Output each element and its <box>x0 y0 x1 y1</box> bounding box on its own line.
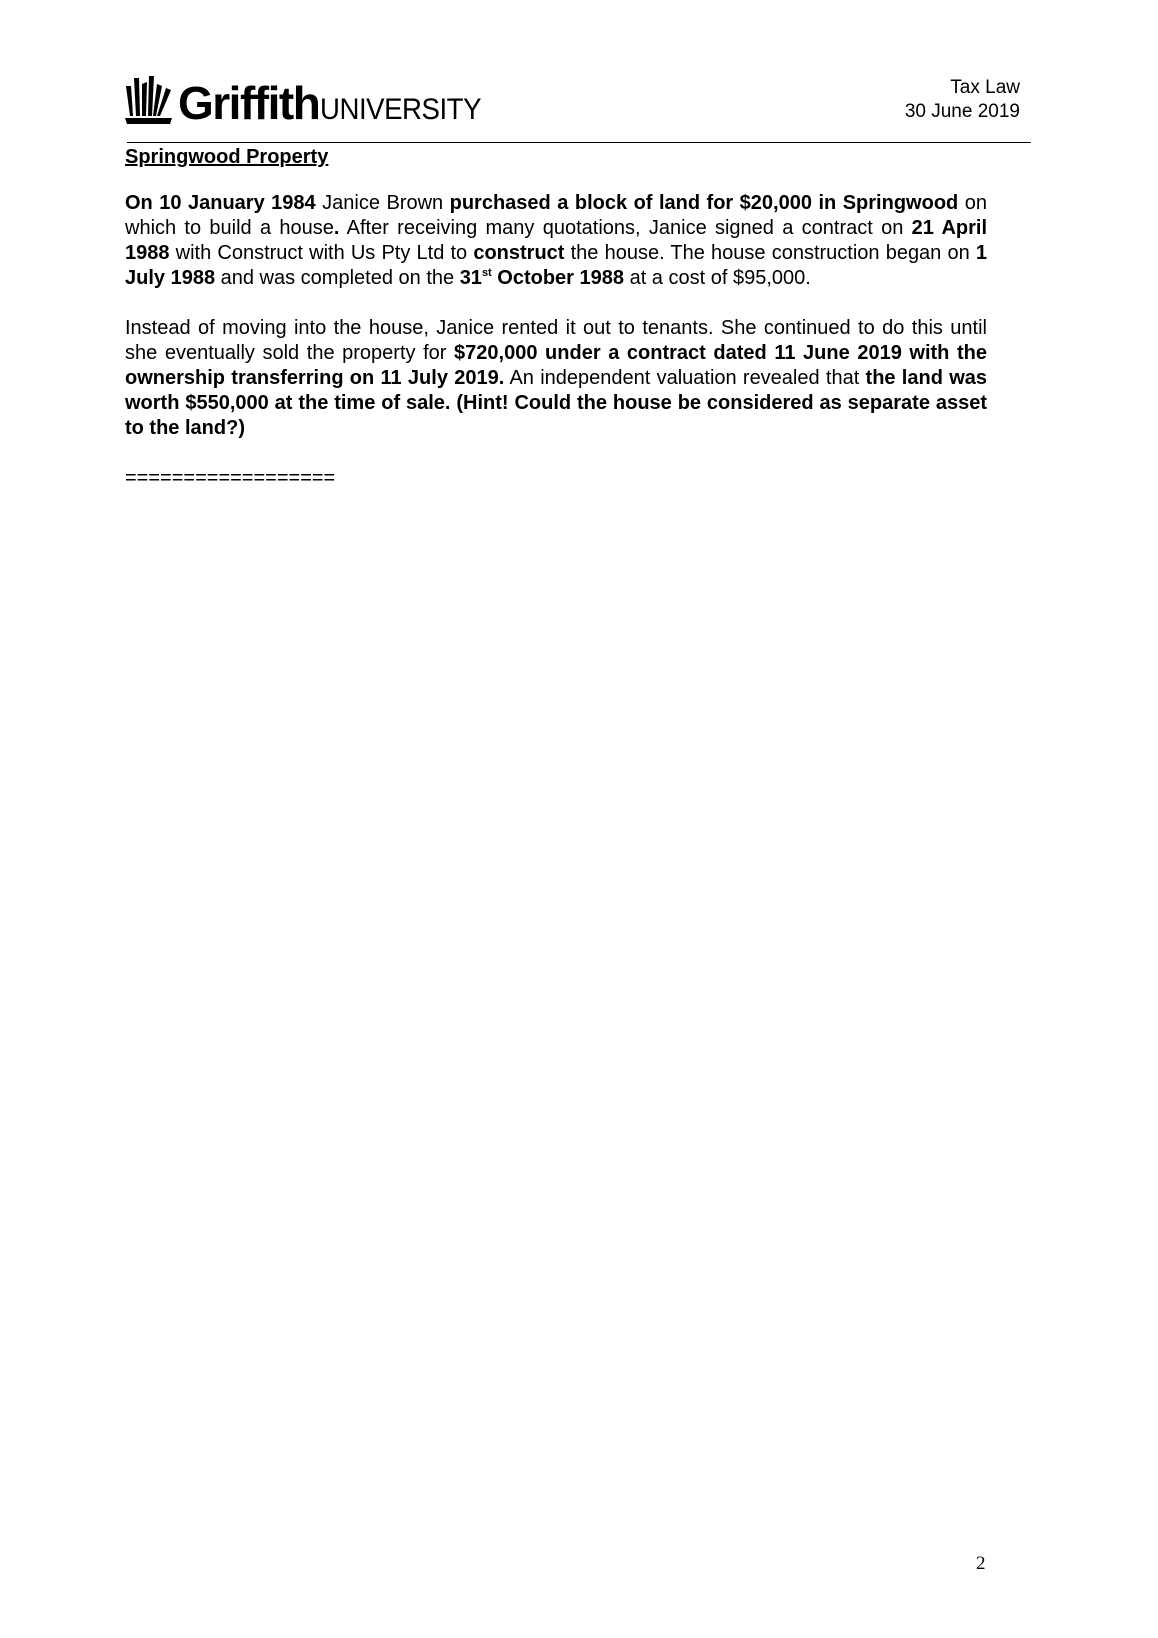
text-bold: 31 <box>459 267 482 289</box>
header-rule <box>127 142 1031 143</box>
logo-name: Griffith <box>178 77 320 129</box>
text-run: After receiving many quotations, Janice signed a contract on <box>339 217 912 239</box>
text-run: the house. The house construction began on <box>564 242 976 264</box>
text-bold: purchased a block of land for $20,000 in Springwood <box>449 192 959 214</box>
page-number: 2 <box>976 1553 986 1574</box>
text-run: Instead of moving into the house, Janice rented it out to tenants. She continued to do this until she eventually sold the property for <box>125 317 987 364</box>
text-bold: construct <box>473 242 565 264</box>
text-bold: 1 July 1988 <box>125 242 987 289</box>
text-bold: 21 April 1988 <box>125 217 987 264</box>
text-run: and was completed on the <box>215 267 460 289</box>
griffith-logo-emblem-icon <box>124 76 174 126</box>
section-divider: ================== <box>125 467 336 489</box>
paragraph-purchase <box>125 191 987 291</box>
document-header-info <box>905 76 1020 124</box>
document-date: 30 June 2019 <box>904 101 1020 122</box>
text-bold: On 10 January 1984 <box>125 192 316 214</box>
text-run: An independent valuation revealed that <box>504 367 866 389</box>
text-bold: . <box>333 217 340 239</box>
griffith-university-logo <box>124 70 495 129</box>
section-title: Springwood Property <box>125 146 329 168</box>
paragraph-sale <box>125 316 987 441</box>
text-bold: $720,000 under a contract dated 11 June 2019 with the ownership transferring on 11 July 2019. <box>125 342 987 389</box>
ordinal-suffix: st <box>481 267 492 279</box>
text-run: at a cost of $95,000. <box>624 267 811 289</box>
text-run: with Construct with Us Pty Ltd to <box>169 242 474 264</box>
course-name: Tax Law <box>950 77 1020 98</box>
document-body <box>125 145 987 491</box>
logo-suffix: UNIVERSITY <box>320 93 482 126</box>
text-run: on which to build a house <box>125 192 987 239</box>
text-bold: the land was worth $550,000 at the time of sale. (Hint! Could the house be considered as separate asset to the land?) <box>125 367 987 439</box>
text-run: Janice Brown <box>315 192 450 214</box>
text-bold: October 1988 <box>491 267 625 289</box>
